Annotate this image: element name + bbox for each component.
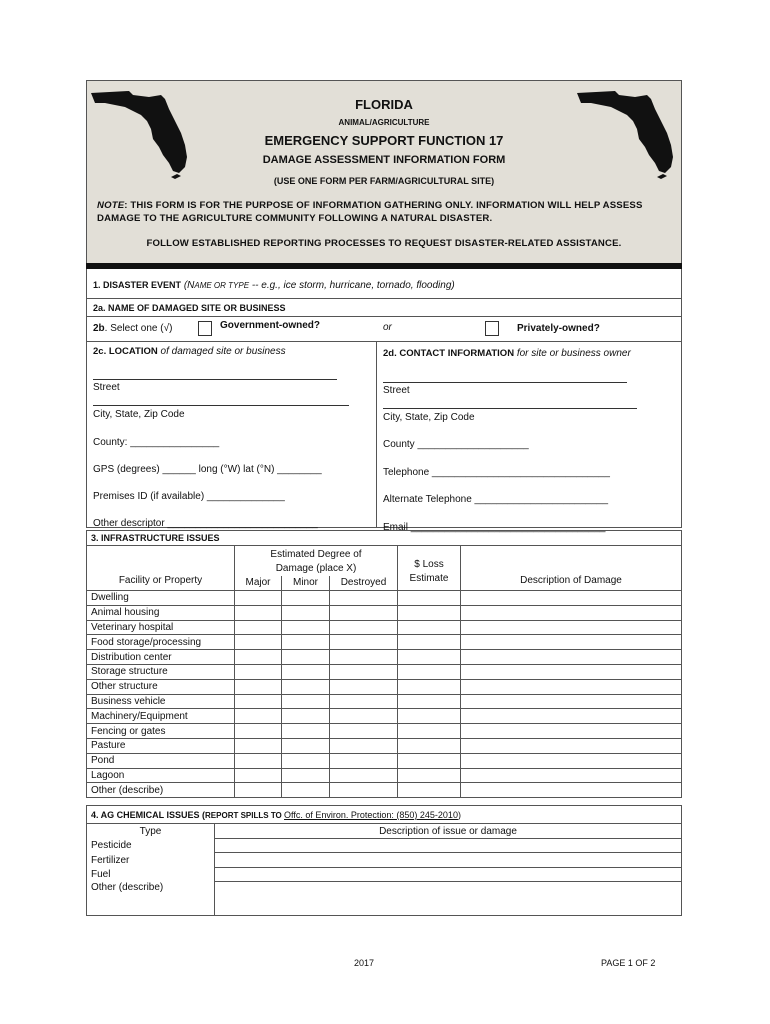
col-facility: Facility or Property — [87, 545, 235, 590]
issue-description-cell[interactable] — [215, 853, 682, 868]
table-row — [87, 867, 682, 882]
loss-cell[interactable] — [398, 739, 461, 754]
facility-label: Pasture — [87, 739, 235, 754]
esf-title: EMERGENCY SUPPORT FUNCTION 17 — [264, 133, 504, 148]
table-row — [87, 709, 682, 724]
note-box — [86, 193, 682, 263]
description-cell[interactable] — [461, 650, 682, 665]
major-cell[interactable] — [235, 739, 282, 754]
destroyed-cell[interactable] — [330, 768, 398, 783]
major-cell[interactable] — [235, 605, 282, 620]
table-row — [87, 739, 682, 754]
disaster-event-label: 1. DISASTER EVENT — [93, 280, 182, 290]
facility-label: Food storage/processing — [87, 635, 235, 650]
privately-owned-checkbox[interactable] — [485, 321, 499, 336]
minor-cell[interactable] — [282, 679, 330, 694]
note-label: NOTE — [97, 200, 125, 211]
issue-description-cell[interactable] — [215, 882, 682, 916]
col-minor: Minor — [282, 576, 330, 591]
loss-cell[interactable] — [398, 679, 461, 694]
facility-label: Lagoon — [87, 768, 235, 783]
table-row — [87, 620, 682, 635]
table-row — [87, 679, 682, 694]
description-cell[interactable] — [461, 605, 682, 620]
footer-year: 2017 — [354, 958, 375, 968]
facility-label: Pond — [87, 753, 235, 768]
major-cell[interactable] — [235, 709, 282, 724]
table-row — [87, 694, 682, 709]
chemical-type-label: Other (describe) — [87, 882, 215, 916]
col-destroyed: Destroyed — [330, 576, 398, 591]
minor-cell[interactable] — [282, 783, 330, 798]
destroyed-cell[interactable] — [330, 591, 398, 606]
table-row — [87, 753, 682, 768]
facility-label: Animal housing — [87, 605, 235, 620]
site-name-field[interactable] — [86, 299, 682, 317]
issue-description-cell[interactable] — [215, 867, 682, 882]
minor-cell[interactable] — [282, 591, 330, 606]
description-cell[interactable] — [461, 709, 682, 724]
telephone-field[interactable]: Telephone ________________________________ — [383, 467, 610, 478]
table-row — [87, 650, 682, 665]
form-header — [86, 80, 682, 193]
note-text — [97, 199, 671, 225]
minor-cell[interactable] — [282, 650, 330, 665]
contact-heading: 2d. CONTACT INFORMATION for site or business owner — [383, 348, 631, 359]
facility-label: Other (describe) — [87, 783, 235, 798]
destroyed-cell[interactable] — [330, 724, 398, 739]
table-row — [87, 605, 682, 620]
table-row — [87, 882, 682, 916]
loss-cell[interactable] — [398, 694, 461, 709]
email-field[interactable]: Email ___________________________________ — [383, 522, 606, 533]
form-title: FLORIDA — [355, 97, 413, 112]
col-major: Major — [235, 576, 282, 591]
destroyed-cell[interactable] — [330, 694, 398, 709]
col-degree: Estimated Degree of Damage (place X) — [235, 545, 398, 576]
follow-text: FOLLOW ESTABLISHED REPORTING PROCESSES TO REQUEST DISASTER-RELATED ASSISTANCE. — [146, 238, 622, 249]
loss-cell[interactable] — [398, 768, 461, 783]
facility-label: Storage structure — [87, 665, 235, 680]
form-name: DAMAGE ASSESSMENT INFORMATION FORM — [262, 154, 506, 166]
loss-cell[interactable] — [398, 605, 461, 620]
loss-cell[interactable] — [398, 709, 461, 724]
premises-id-field[interactable]: Premises ID (if available) ______________ — [93, 491, 285, 502]
destroyed-cell[interactable] — [330, 635, 398, 650]
destroyed-cell[interactable] — [330, 665, 398, 680]
loss-cell[interactable] — [398, 753, 461, 768]
major-cell[interactable] — [235, 650, 282, 665]
table-row — [87, 724, 682, 739]
other-descriptor-field[interactable]: Other descriptor ___________________________ — [93, 518, 318, 529]
major-cell[interactable] — [235, 694, 282, 709]
footer-page: PAGE 1 OF 2 — [601, 958, 656, 968]
table-row — [87, 783, 682, 798]
description-cell[interactable] — [461, 753, 682, 768]
location-street-label: Street — [93, 382, 120, 393]
destroyed-cell[interactable] — [330, 753, 398, 768]
location-city-label: City, State, Zip Code — [93, 409, 185, 420]
description-cell[interactable] — [461, 768, 682, 783]
contact-street-line[interactable] — [383, 382, 627, 383]
disaster-event-field[interactable] — [86, 269, 682, 299]
col-issue-description: Description of issue or damage — [215, 824, 682, 839]
gps-field[interactable]: GPS (degrees) ______ long (°W) lat (°N) ________ — [93, 464, 322, 475]
table-row — [87, 635, 682, 650]
privately-owned-label: Privately-owned? — [517, 323, 600, 334]
table-row — [87, 853, 682, 868]
major-cell[interactable] — [235, 783, 282, 798]
major-cell[interactable] — [235, 665, 282, 680]
loss-cell[interactable] — [398, 591, 461, 606]
chemical-type-label: Pesticide — [87, 838, 215, 853]
location-contact-block — [86, 342, 682, 533]
contact-city-line[interactable] — [383, 408, 637, 409]
infrastructure-table — [86, 530, 682, 798]
minor-cell[interactable] — [282, 768, 330, 783]
table-row — [87, 838, 682, 853]
col-type: Type — [87, 824, 215, 839]
location-heading: 2c. LOCATION of damaged site or business — [93, 346, 286, 357]
description-cell[interactable] — [461, 679, 682, 694]
description-cell[interactable] — [461, 620, 682, 635]
ownership-label: 2b. Select one (√) — [93, 323, 173, 334]
ownership-row — [86, 317, 682, 342]
minor-cell[interactable] — [282, 709, 330, 724]
loss-cell[interactable] — [398, 783, 461, 798]
major-cell[interactable] — [235, 620, 282, 635]
major-cell[interactable] — [235, 768, 282, 783]
destroyed-cell[interactable] — [330, 739, 398, 754]
description-cell[interactable] — [461, 665, 682, 680]
destroyed-cell[interactable] — [330, 605, 398, 620]
facility-label: Fencing or gates — [87, 724, 235, 739]
description-cell[interactable] — [461, 591, 682, 606]
loss-cell[interactable] — [398, 620, 461, 635]
location-county-field[interactable]: County: ________________ — [93, 437, 220, 448]
table-row — [87, 665, 682, 680]
description-cell[interactable] — [461, 724, 682, 739]
facility-label: Other structure — [87, 679, 235, 694]
chemical-table — [86, 805, 682, 916]
location-city-line[interactable] — [93, 405, 349, 406]
description-cell[interactable] — [461, 635, 682, 650]
disaster-event-hint: (NAME OR TYPE -- e.g., ice storm, hurricane, tornado, flooding) — [183, 280, 455, 291]
minor-cell[interactable] — [282, 739, 330, 754]
chemical-type-label: Fuel — [87, 867, 215, 882]
contact-city-label: City, State, Zip Code — [383, 412, 475, 423]
loss-cell[interactable] — [398, 724, 461, 739]
minor-cell[interactable] — [282, 753, 330, 768]
government-owned-label: Government-owned? — [220, 320, 321, 331]
facility-label: Dwelling — [87, 591, 235, 606]
chemical-type-label: Fertilizer — [87, 853, 215, 868]
destroyed-cell[interactable] — [330, 679, 398, 694]
facility-label: Distribution center — [87, 650, 235, 665]
facility-label: Business vehicle — [87, 694, 235, 709]
minor-cell[interactable] — [282, 635, 330, 650]
col-loss: $ Loss Estimate — [398, 545, 461, 590]
destroyed-cell[interactable] — [330, 783, 398, 798]
minor-cell[interactable] — [282, 724, 330, 739]
major-cell[interactable] — [235, 724, 282, 739]
government-owned-checkbox[interactable] — [198, 321, 212, 336]
major-cell[interactable] — [235, 591, 282, 606]
alt-telephone-field[interactable]: Alternate Telephone ________________________ — [383, 494, 609, 505]
site-name-label: 2a. NAME OF DAMAGED SITE OR BUSINESS — [93, 303, 286, 313]
infrastructure-rows — [87, 591, 682, 798]
chemical-rows — [87, 838, 682, 916]
description-cell[interactable] — [461, 783, 682, 798]
major-cell[interactable] — [235, 635, 282, 650]
location-street-line[interactable] — [93, 379, 337, 380]
form-subtitle: ANIMAL/AGRICULTURE — [338, 118, 430, 127]
environ-protection-link: Offc. of Environ. Protection: (850) 245-2010 — [284, 809, 458, 820]
issue-description-cell[interactable] — [215, 838, 682, 853]
table-row — [87, 768, 682, 783]
destroyed-cell[interactable] — [330, 620, 398, 635]
minor-cell[interactable] — [282, 620, 330, 635]
col-description: Description of Damage — [461, 545, 682, 590]
use-note: (USE ONE FORM PER FARM/AGRICULTURAL SITE) — [273, 176, 495, 186]
table-row — [87, 591, 682, 606]
description-cell[interactable] — [461, 739, 682, 754]
destroyed-cell[interactable] — [330, 650, 398, 665]
major-cell[interactable] — [235, 753, 282, 768]
note-body: : THIS FORM IS FOR THE PURPOSE OF INFORMATION GATHERING ONLY. INFORMATION WILL HELP ASSESS DAMAGE TO THE AGRICULTURE COMMUNITY FOLLOWING A NATURAL DISASTER. — [97, 200, 643, 224]
minor-cell[interactable] — [282, 665, 330, 680]
facility-label: Veterinary hospital — [87, 620, 235, 635]
infrastructure-heading: 3. INFRASTRUCTURE ISSUES — [87, 531, 682, 546]
loss-cell[interactable] — [398, 665, 461, 680]
description-cell[interactable] — [461, 694, 682, 709]
facility-label: Machinery/Equipment — [87, 709, 235, 724]
form-page — [86, 80, 682, 916]
contact-street-label: Street — [383, 385, 410, 396]
destroyed-cell[interactable] — [330, 709, 398, 724]
contact-county-field[interactable]: County ____________________ — [383, 439, 529, 450]
minor-cell[interactable] — [282, 605, 330, 620]
major-cell[interactable] — [235, 679, 282, 694]
or-text: or — [383, 322, 392, 333]
loss-cell[interactable] — [398, 635, 461, 650]
minor-cell[interactable] — [282, 694, 330, 709]
loss-cell[interactable] — [398, 650, 461, 665]
chemical-heading: 4. AG CHEMICAL ISSUES (REPORT SPILLS TO Offc. of Environ. Protection: (850) 245-2010) — [87, 806, 682, 824]
